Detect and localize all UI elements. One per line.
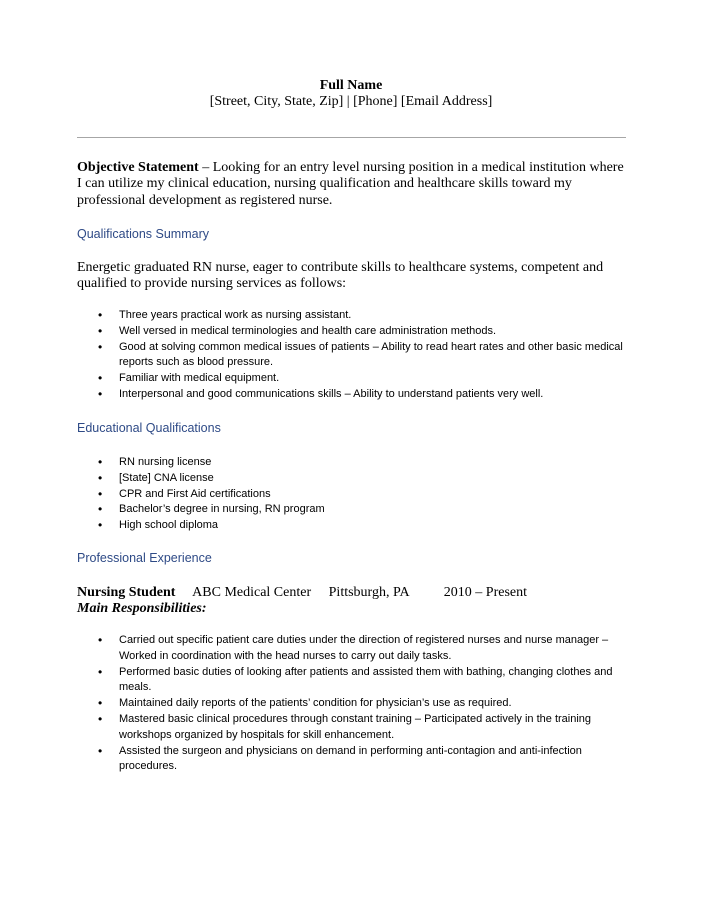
responsibilities-list (77, 633, 627, 775)
responsibilities-label: Main Responsibilities: (77, 601, 207, 616)
list-item: • Carried out specific patient care duties under the direction of registered nurses and nurse manager – Worked in coordination with the head nurses to carry out daily tasks. (77, 633, 627, 665)
list-item: • Well versed in medical terminologies and health care administration methods. (77, 324, 627, 340)
qualifications-heading: Qualifications Summary (77, 227, 209, 241)
employer: ABC Medical Center (192, 585, 312, 600)
full-name: Full Name (319, 78, 383, 93)
list-item: • Performed basic duties of looking after patients and assisted them with bathing, changing clothes and meals. (77, 665, 627, 697)
list-item: • Mastered basic clinical procedures through constant training – Participated actively in the training workshops organized by hospitals for skill enhancement. (77, 712, 627, 744)
job-dates: 2010 – Present (443, 585, 528, 600)
contact-line: [Street, City, State, Zip] | [Phone] [Email Address] (209, 94, 493, 109)
list-item: • Bachelor’s degree in nursing, RN program (77, 502, 627, 518)
list-item: • Three years practical work as nursing assistant. (77, 308, 627, 324)
qualifications-intro: Energetic graduated RN nurse, eager to contribute skills to healthcare systems, competent and qualified to provide nursing services as follows: (77, 260, 604, 292)
list-item: • CPR and First Aid certifications (77, 487, 627, 503)
job-location: Pittsburgh, PA (328, 585, 409, 600)
list-item: • High school diploma (77, 518, 627, 534)
objective-text: – Looking for an entry level nursing position in a medical institution where I can utilize my clinical education, nursing qualification and healthcare skills toward my professional development as registered nurse. (77, 160, 624, 208)
list-item: • RN nursing license (77, 455, 627, 471)
education-heading: Educational Qualifications (77, 421, 221, 435)
objective-label: Objective Statement (77, 160, 199, 175)
list-item: • Familiar with medical equipment. (77, 371, 627, 387)
education-list (77, 455, 627, 534)
experience-heading: Professional Experience (77, 551, 212, 565)
objective-statement (77, 160, 627, 209)
header-divider (77, 137, 626, 138)
list-item: • Assisted the surgeon and physicians on demand in performing anti-contagion and anti-infection procedures. (77, 744, 627, 776)
list-item: • Interpersonal and good communications skills – Ability to understand patients very well. (77, 387, 627, 403)
job-line (77, 585, 527, 601)
job-title: Nursing Student (77, 585, 176, 600)
qualifications-list (77, 308, 627, 403)
list-item: • [State] CNA license (77, 471, 627, 487)
list-item: • Maintained daily reports of the patients’ condition for physician’s use as required. (77, 696, 627, 712)
list-item: • Good at solving common medical issues of patients – Ability to read heart rates and other basic medical reports such as blood pressure. (77, 340, 627, 372)
